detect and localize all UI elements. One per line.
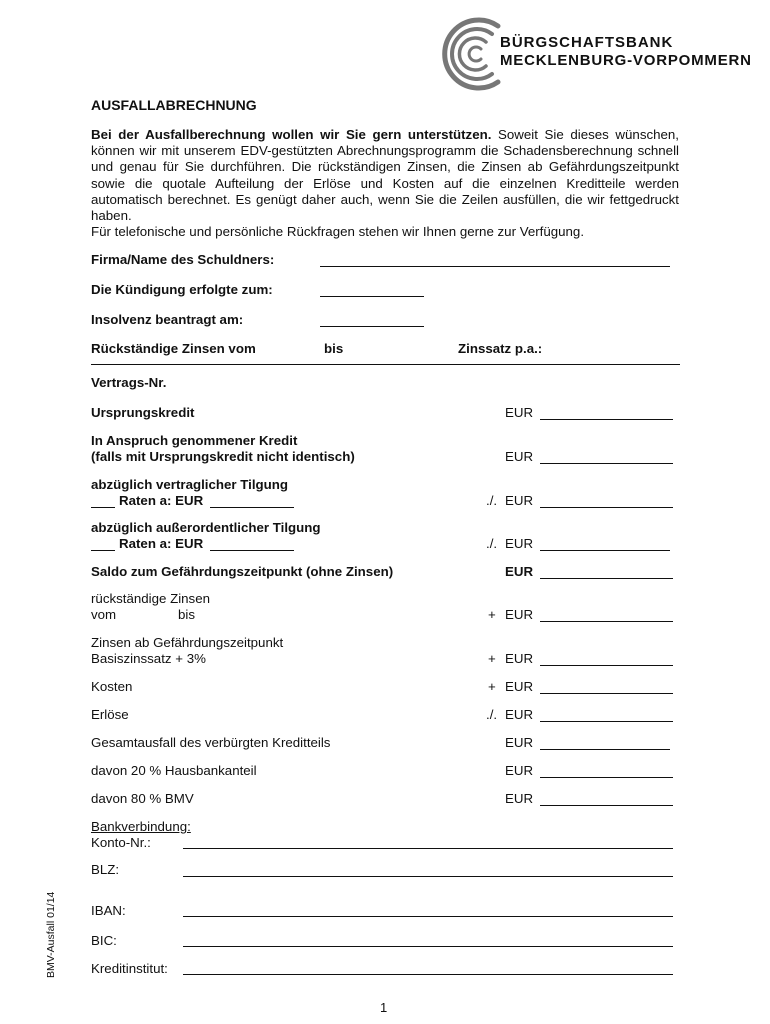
label-iban: IBAN: [91,903,126,918]
input-ursprungskredit[interactable] [540,419,673,420]
label-vertrags-nr: Vertrags-Nr. [91,375,167,390]
input-gesamtausfall[interactable] [540,749,670,750]
label-kreditinstitut: Kreditinstitut: [91,961,168,976]
input-hausbankanteil[interactable] [540,777,673,778]
op-plus-2: + [488,651,496,666]
op-minus-1: ./. [486,493,498,508]
currency-zinsen-gef: EUR [505,651,534,666]
label-schuldner: Firma/Name des Schuldners: [91,252,275,267]
intro-paragraph [91,127,679,240]
input-raten-betrag-2[interactable] [210,550,294,551]
divider [91,364,680,365]
label-vertragliche-tilgung: abzüglich vertraglicher Tilgung [91,477,289,492]
currency-rueck-zinsen: EUR [505,607,534,622]
currency-ursprung: EUR [505,405,534,420]
label-bmv-anteil: davon 80 % BMV [91,791,194,806]
input-vertragliche-tilgung[interactable] [540,507,673,508]
label-vom: vom [91,607,117,622]
op-plus-3: + [488,679,496,694]
label-insolvenz: Insolvenz beantragt am: [91,312,244,327]
input-rueck-zinsen[interactable] [540,621,673,622]
input-kreditinstitut[interactable] [183,974,673,975]
input-bmv-anteil[interactable] [540,805,673,806]
input-schuldner[interactable] [320,266,670,267]
label-blz: BLZ: [91,862,120,877]
currency-erloese: EUR [505,707,534,722]
currency-anspruch: EUR [505,449,534,464]
brand-name-line2: MECKLENBURG-VORPOMMERN [500,52,752,69]
input-blz[interactable] [183,876,673,877]
label-konto-nr: Konto-Nr.: [91,835,151,850]
label-hausbankanteil: davon 20 % Hausbankanteil [91,763,257,778]
input-saldo[interactable] [540,578,673,579]
input-zinsen-gefaehrdung[interactable] [540,665,673,666]
label-kosten: Kosten [91,679,133,694]
label-ursprungskredit: Ursprungskredit [91,405,195,420]
currency-hausbank: EUR [505,763,534,778]
label-rueckstaendige-zinsen: Rückständige Zinsen vom [91,341,256,356]
label-gesamtausfall: Gesamtausfall des verbürgten Kreditteils [91,735,331,750]
label-bis-row: bis [178,607,195,622]
input-raten-betrag-1[interactable] [210,507,294,508]
label-anspruch-note: (falls mit Ursprungskredit nicht identisch) [91,449,355,464]
currency-saldo: EUR [505,564,534,579]
input-raten-anzahl-2[interactable] [91,550,115,551]
brand-name-line1: BÜRGSCHAFTSBANK [500,34,674,51]
label-anspruch: In Anspruch genommener Kredit [91,433,298,448]
currency-kosten: EUR [505,679,534,694]
input-kuendigung[interactable] [320,296,424,297]
op-minus-3: ./. [486,707,498,722]
form-id: BMV-Ausfall 01/14 [45,891,57,978]
bank-heading: Bankverbindung: [91,819,191,834]
label-raten-2: Raten a: EUR [119,536,204,551]
label-kuendigung: Die Kündigung erfolgte zum: [91,282,273,297]
currency-bmv: EUR [505,791,534,806]
input-ausserordentliche-tilgung[interactable] [540,550,670,551]
label-raten-1: Raten a: EUR [119,493,204,508]
input-insolvenz[interactable] [320,326,424,327]
op-minus-2: ./. [486,536,498,551]
intro-text-2: Für telefonische und persönliche Rückfragen stehen wir Ihnen gerne zur Verfügung. [91,224,585,240]
intro-text: Soweit Sie dieses wünschen, können wir mit unserem EDV-gestützten Abrechnungsprogramm die Schadensberechnung schnell und genau für Sie durchführen. Die rückständigen Zinsen, die Zinsen ab Gefährdungszeitpunkt sowie die quotale Aufteilung der Erlöse und Kosten auf die einzelnen Kreditteile werden automatisch berechnet. Es genügt daher auch, wenn Sie die Zeilen ausfüllen, die wir fettgedruckt haben. [91,127,679,224]
label-bis: bis [324,341,344,356]
page-title: AUSFALLABRECHNUNG [91,97,257,113]
page-number: 1 [380,1000,388,1015]
label-saldo: Saldo zum Gefährdungszeitpunkt (ohne Zinsen) [91,564,394,579]
label-erloese: Erlöse [91,707,129,722]
label-bic: BIC: [91,933,117,948]
label-zinssatz: Zinssatz p.a.: [458,341,543,356]
currency-gesamt: EUR [505,735,534,750]
label-rueckstaendige-zinsen-row: rückständige Zinsen [91,591,210,606]
input-iban[interactable] [183,916,673,917]
intro-bold-lead: Bei der Ausfallberechnung wollen wir Sie gern unterstützen. [91,127,492,142]
input-erloese[interactable] [540,721,673,722]
input-raten-anzahl-1[interactable] [91,507,115,508]
op-plus-1: + [488,607,496,622]
input-kosten[interactable] [540,693,673,694]
input-bic[interactable] [183,946,673,947]
label-ausserordentliche-tilgung: abzüglich außerordentlicher Tilgung [91,520,321,535]
input-konto-nr[interactable] [183,848,673,849]
label-basiszinssatz: Basiszinssatz + 3% [91,651,206,666]
currency-tilgung-1: EUR [505,493,534,508]
label-zinsen-gefaehrdung: Zinsen ab Gefährdungszeitpunkt [91,635,284,650]
input-anspruch[interactable] [540,463,673,464]
currency-tilgung-2: EUR [505,536,534,551]
